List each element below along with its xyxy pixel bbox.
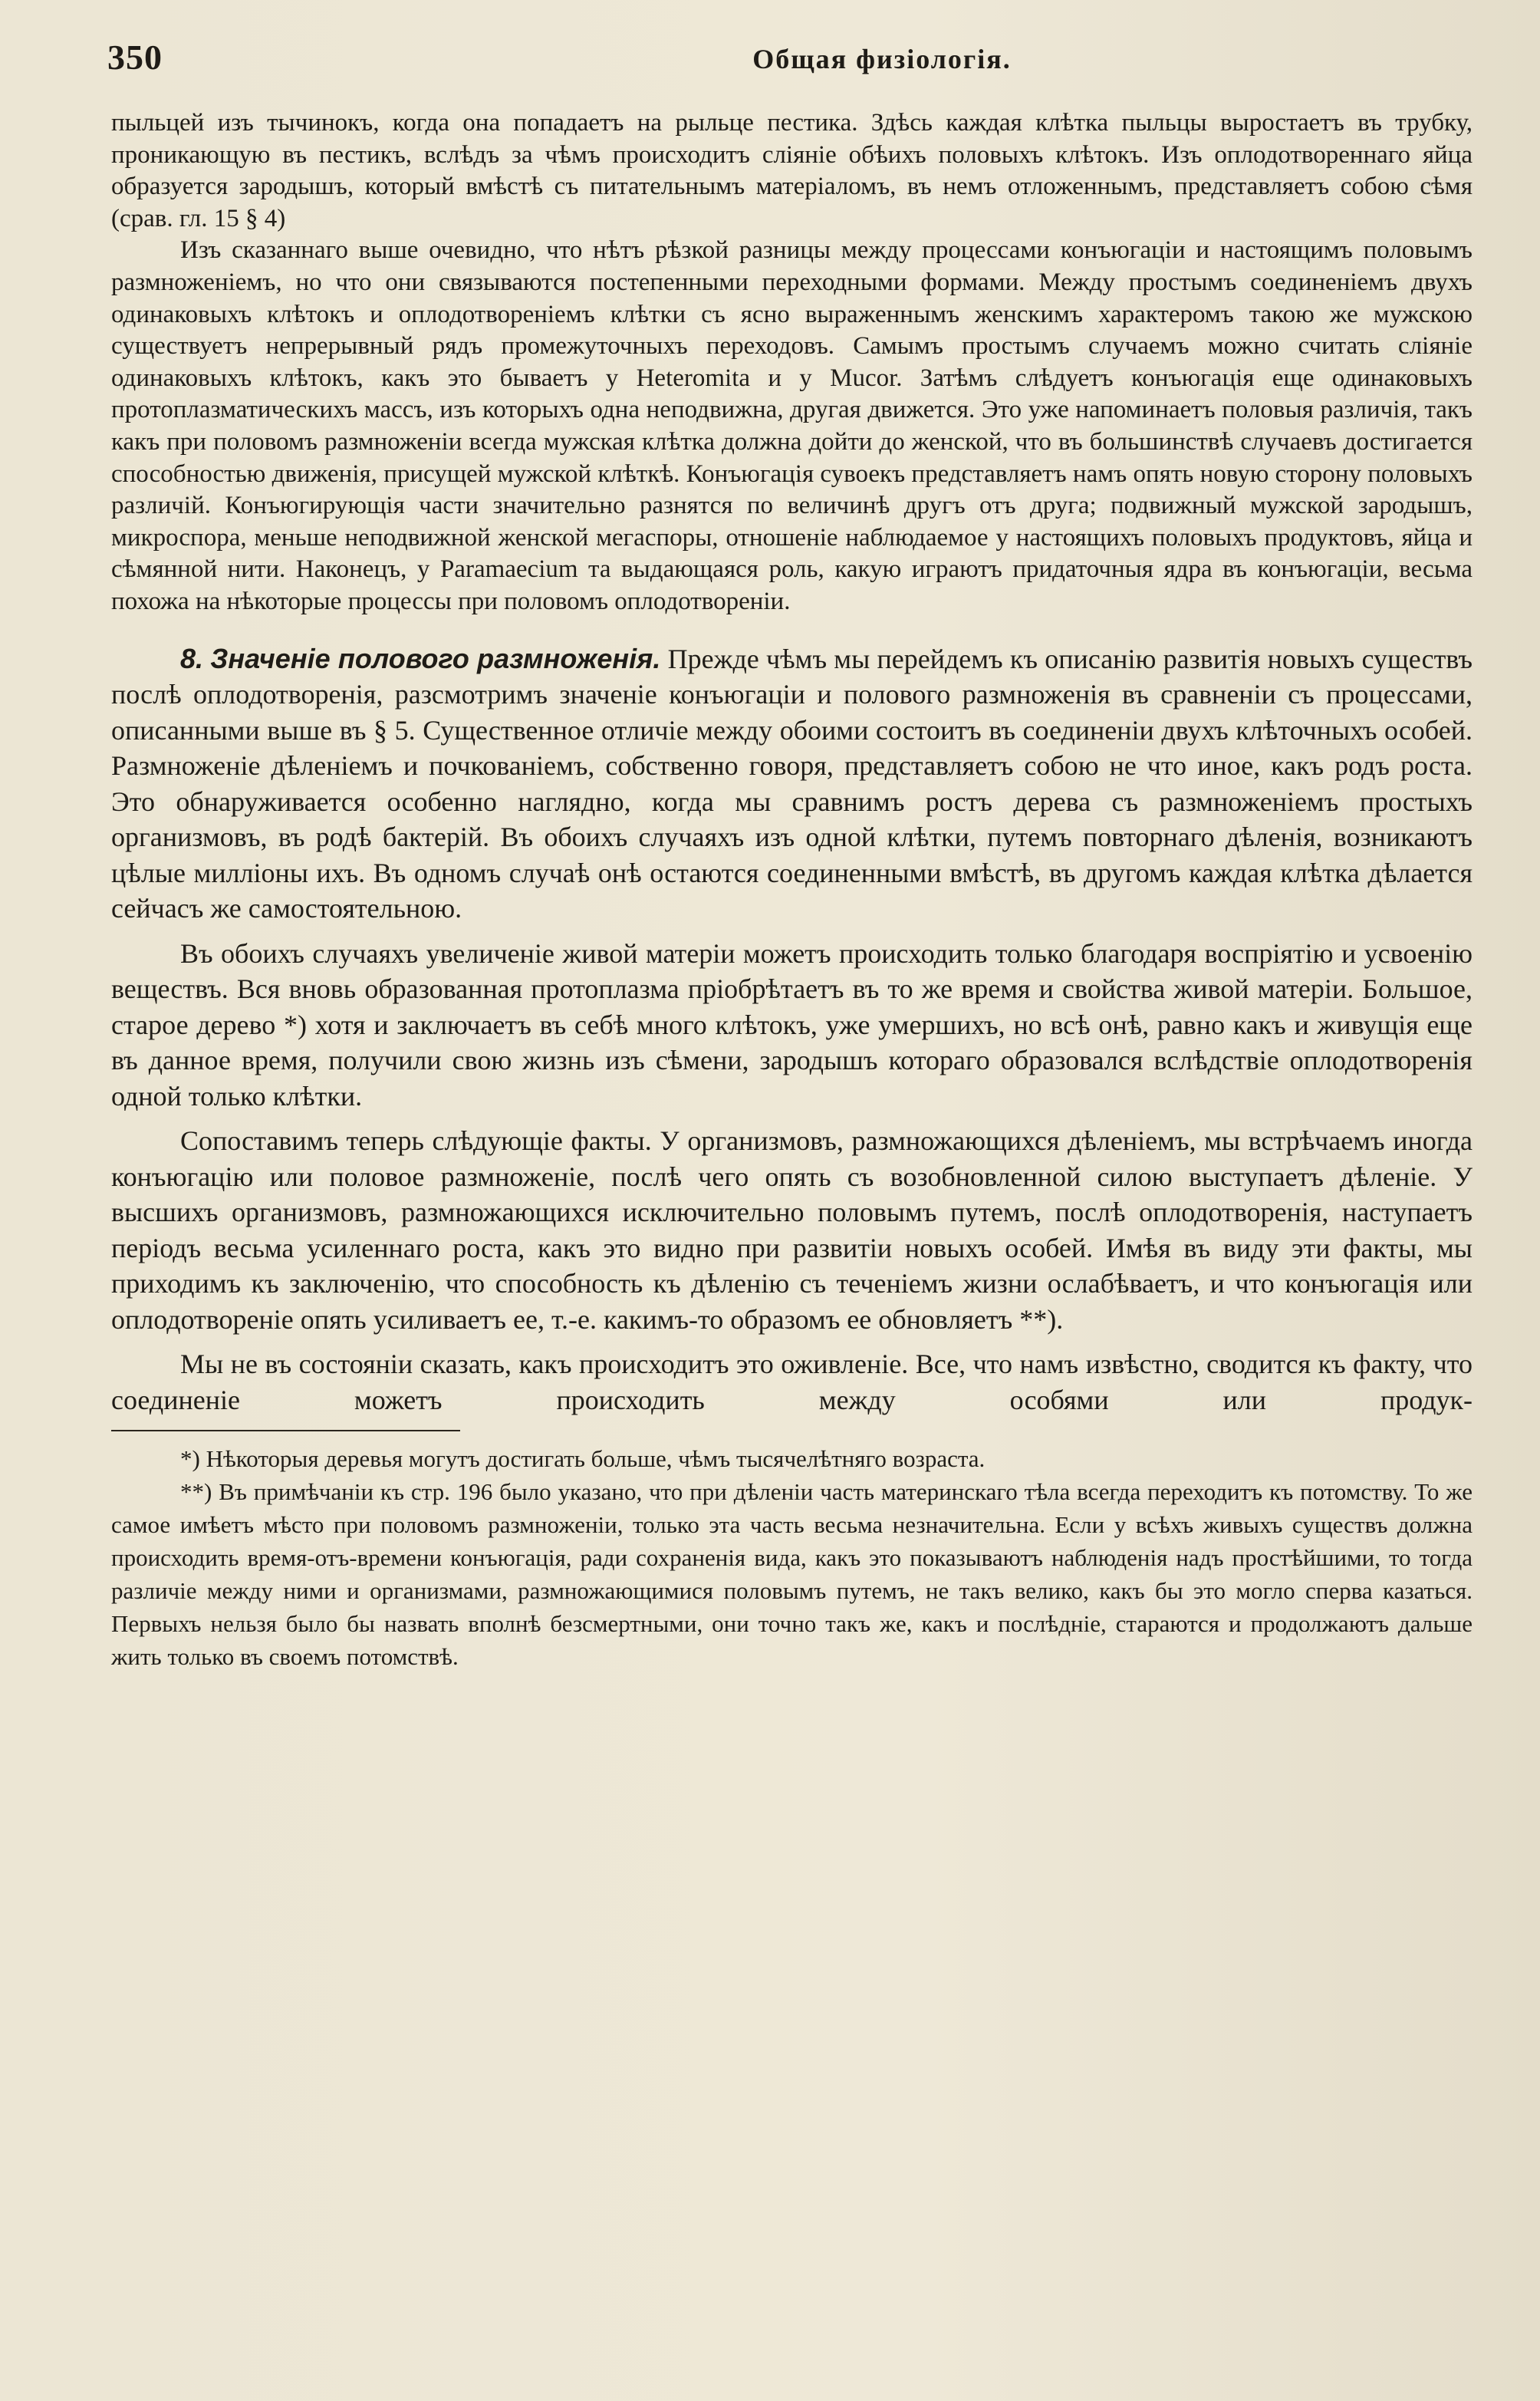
footnotes [111,1442,1473,1673]
paragraph-revival: Мы не въ состояніи сказать, какъ происходитъ это оживленіе. Все, что намъ извѣстно, сводится къ факту, что соединеніе можетъ происходить между особями или продук- [111,1349,1473,1415]
page-number: 350 [107,38,163,77]
main-print-block [111,641,1473,1418]
running-head [107,37,1488,83]
footnote-1: *) Нѣкоторыя деревья могутъ достигать больше, чѣмъ тысячелѣтняго возраста. [180,1445,986,1472]
body-text [111,107,1473,1673]
section-title: Значеніе полового размноженія. [210,642,661,674]
paragraph-conjugation: Изъ сказаннаго выше очевидно, что нѣтъ рѣзкой разницы между процессами конъюгаціи и настоящимъ половымъ размноженіемъ, но что они связываются постепенными переходными формами. Между простымъ соединеніемъ двухъ одинаковыхъ клѣтокъ и оплодотвореніемъ клѣтки съ ясно выраженнымъ женскимъ характеромъ такою же мужскою существуетъ непрерывный рядъ промежуточныхъ переходовъ. Самымъ простымъ случаемъ можно считать сліяніе одинаковыхъ клѣтокъ, какъ это бываетъ у Heteromita и у Mucor. Затѣмъ слѣдуетъ конъюгація еще одинаковыхъ протоплазматическихъ массъ, изъ которыхъ одна неподвижна, другая движется. Это уже напоминаетъ половыя различія, такъ какъ при половомъ размноженіи всегда мужская клѣтка должна дойти до женской, что въ большинствѣ случаевъ достигается способностью движенія, присущей мужской клѣткѣ. Конъюгація сувоекъ представляетъ намъ опять новую сторону половыхъ различій. Конъюгирующія части значительно разнятся по величинѣ другъ отъ друга; подвижный мужской зародышъ, микроспора, меньше неподвижной женской мегаспоры, отношеніе наблюдаемое у настоящихъ половыхъ продуктовъ, яйца и сѣмянной нити. Наконецъ, у Paramaecium та выдающаяся роль, какую играютъ придаточныя ядра въ конъюгаціи, весьма похожа на нѣкоторые процессы при половомъ оплодотвореніи. [111,236,1473,615]
section-text: Прежде чѣмъ мы перейдемъ къ описанію развитія новыхъ существъ послѣ оплодотворенія, разсмотримъ значеніе конъюгаціи и полового размноженія въ сравненіи съ процессами, описанными выше въ § 5. Существенное отличіе между обоими состоитъ въ соединеніи двухъ клѣточныхъ особей. Размноженіе дѣленіемъ и почкованіемъ, собственно говоря, представляетъ собою не что иное, какъ родъ роста. Это обнаруживается особенно наглядно, когда мы сравнимъ ростъ дерева съ размноженіемъ простыхъ организмовъ, въ родѣ бактерій. Въ обоихъ случаяхъ изъ одной клѣтки, путемъ повторнаго дѣленія, возникаютъ цѣлые милліоны ихъ. Въ одномъ случаѣ онѣ остаются соединенными вмѣстѣ, въ другомъ каждая клѣтка дѣлается сейчасъ же самостоятельною. [111,643,1473,924]
small-print-block [111,107,1473,618]
running-title: Общая физіологія. [752,44,1012,74]
paragraph-living-matter: Въ обоихъ случаяхъ увеличеніе живой матеріи можетъ происходить только благодаря воспріятію и усвоенію веществъ. Вся вновь образованная протоплазма пріобрѣтаетъ въ то же время и свойства живой матеріи. Большое, старое дерево *) хотя и заключаетъ въ себѣ много клѣтокъ, уже умершихъ, но всѣ онѣ, равно какъ и живущія еще въ данное время, получили свою жизнь изъ сѣмени, зародышъ котораго образовался вслѣдствіе оплодотворенія одной только клѣтки. [111,937,1473,1112]
footnote-2: **) Въ примѣчаніи къ стр. 196 было указано, что при дѣленіи часть материнскаго тѣла всегда переходитъ къ потомству. То же самое имѣетъ мѣсто при половомъ размноженіи, только эта часть весьма незначительна. Если у всѣхъ живыхъ существъ должна происходить время-отъ-времени конъюгація, ради сохраненія вида, какъ это показываютъ наблюденія надъ простѣйшими, то тогда различіе между ними и организмами, размножающимися половымъ путемъ, не такъ велико, какъ бы это могло сперва казаться. Первыхъ нельзя было бы назвать вполнѣ безсмертными, они точно такъ же, какъ и послѣдніе, стараются и продолжаютъ дальше жить только въ своемъ потомствѣ. [111,1478,1473,1670]
footnote-rule [111,1430,460,1431]
section-number: 8. [180,642,204,674]
paragraph-facts: Сопоставимъ теперь слѣдующіе факты. У организмовъ, размножающихся дѣленіемъ, мы встрѣчаемъ иногда конъюгацію или половое размноженіе, послѣ чего опять съ возобновленной силою выступаетъ дѣленіе. У высшихъ организмовъ, размножающихся исключительно половымъ путемъ, послѣ оплодотворенія, наступаетъ періодъ весьма усиленнаго роста, какъ это видно при развитіи новыхъ особей. Имѣя въ виду эти факты, мы приходимъ къ заключенію, что способность къ дѣленію съ теченіемъ жизни ослабѣваетъ, и что конъюгація или оплодотвореніе опять усиливаетъ ее, т.-е. какимъ-то образомъ ее обновляетъ **). [111,1125,1473,1335]
paragraph-section-8 [111,641,1473,927]
paragraph-pollen: пыльцей изъ тычинокъ, когда она попадаетъ на рыльце пестика. Здѣсь каждая клѣтка пыльцы выростаетъ въ трубку, проникающую въ пестикъ, вслѣдъ за чѣмъ происходитъ сліяніе обѣихъ половыхъ клѣтокъ. Изъ оплодотвореннаго яйца образуется зародышъ, который вмѣстѣ съ питательнымъ матеріаломъ, въ немъ отложеннымъ, представляетъ собою сѣмя (срав. гл. 15 § 4) [111,109,1473,232]
